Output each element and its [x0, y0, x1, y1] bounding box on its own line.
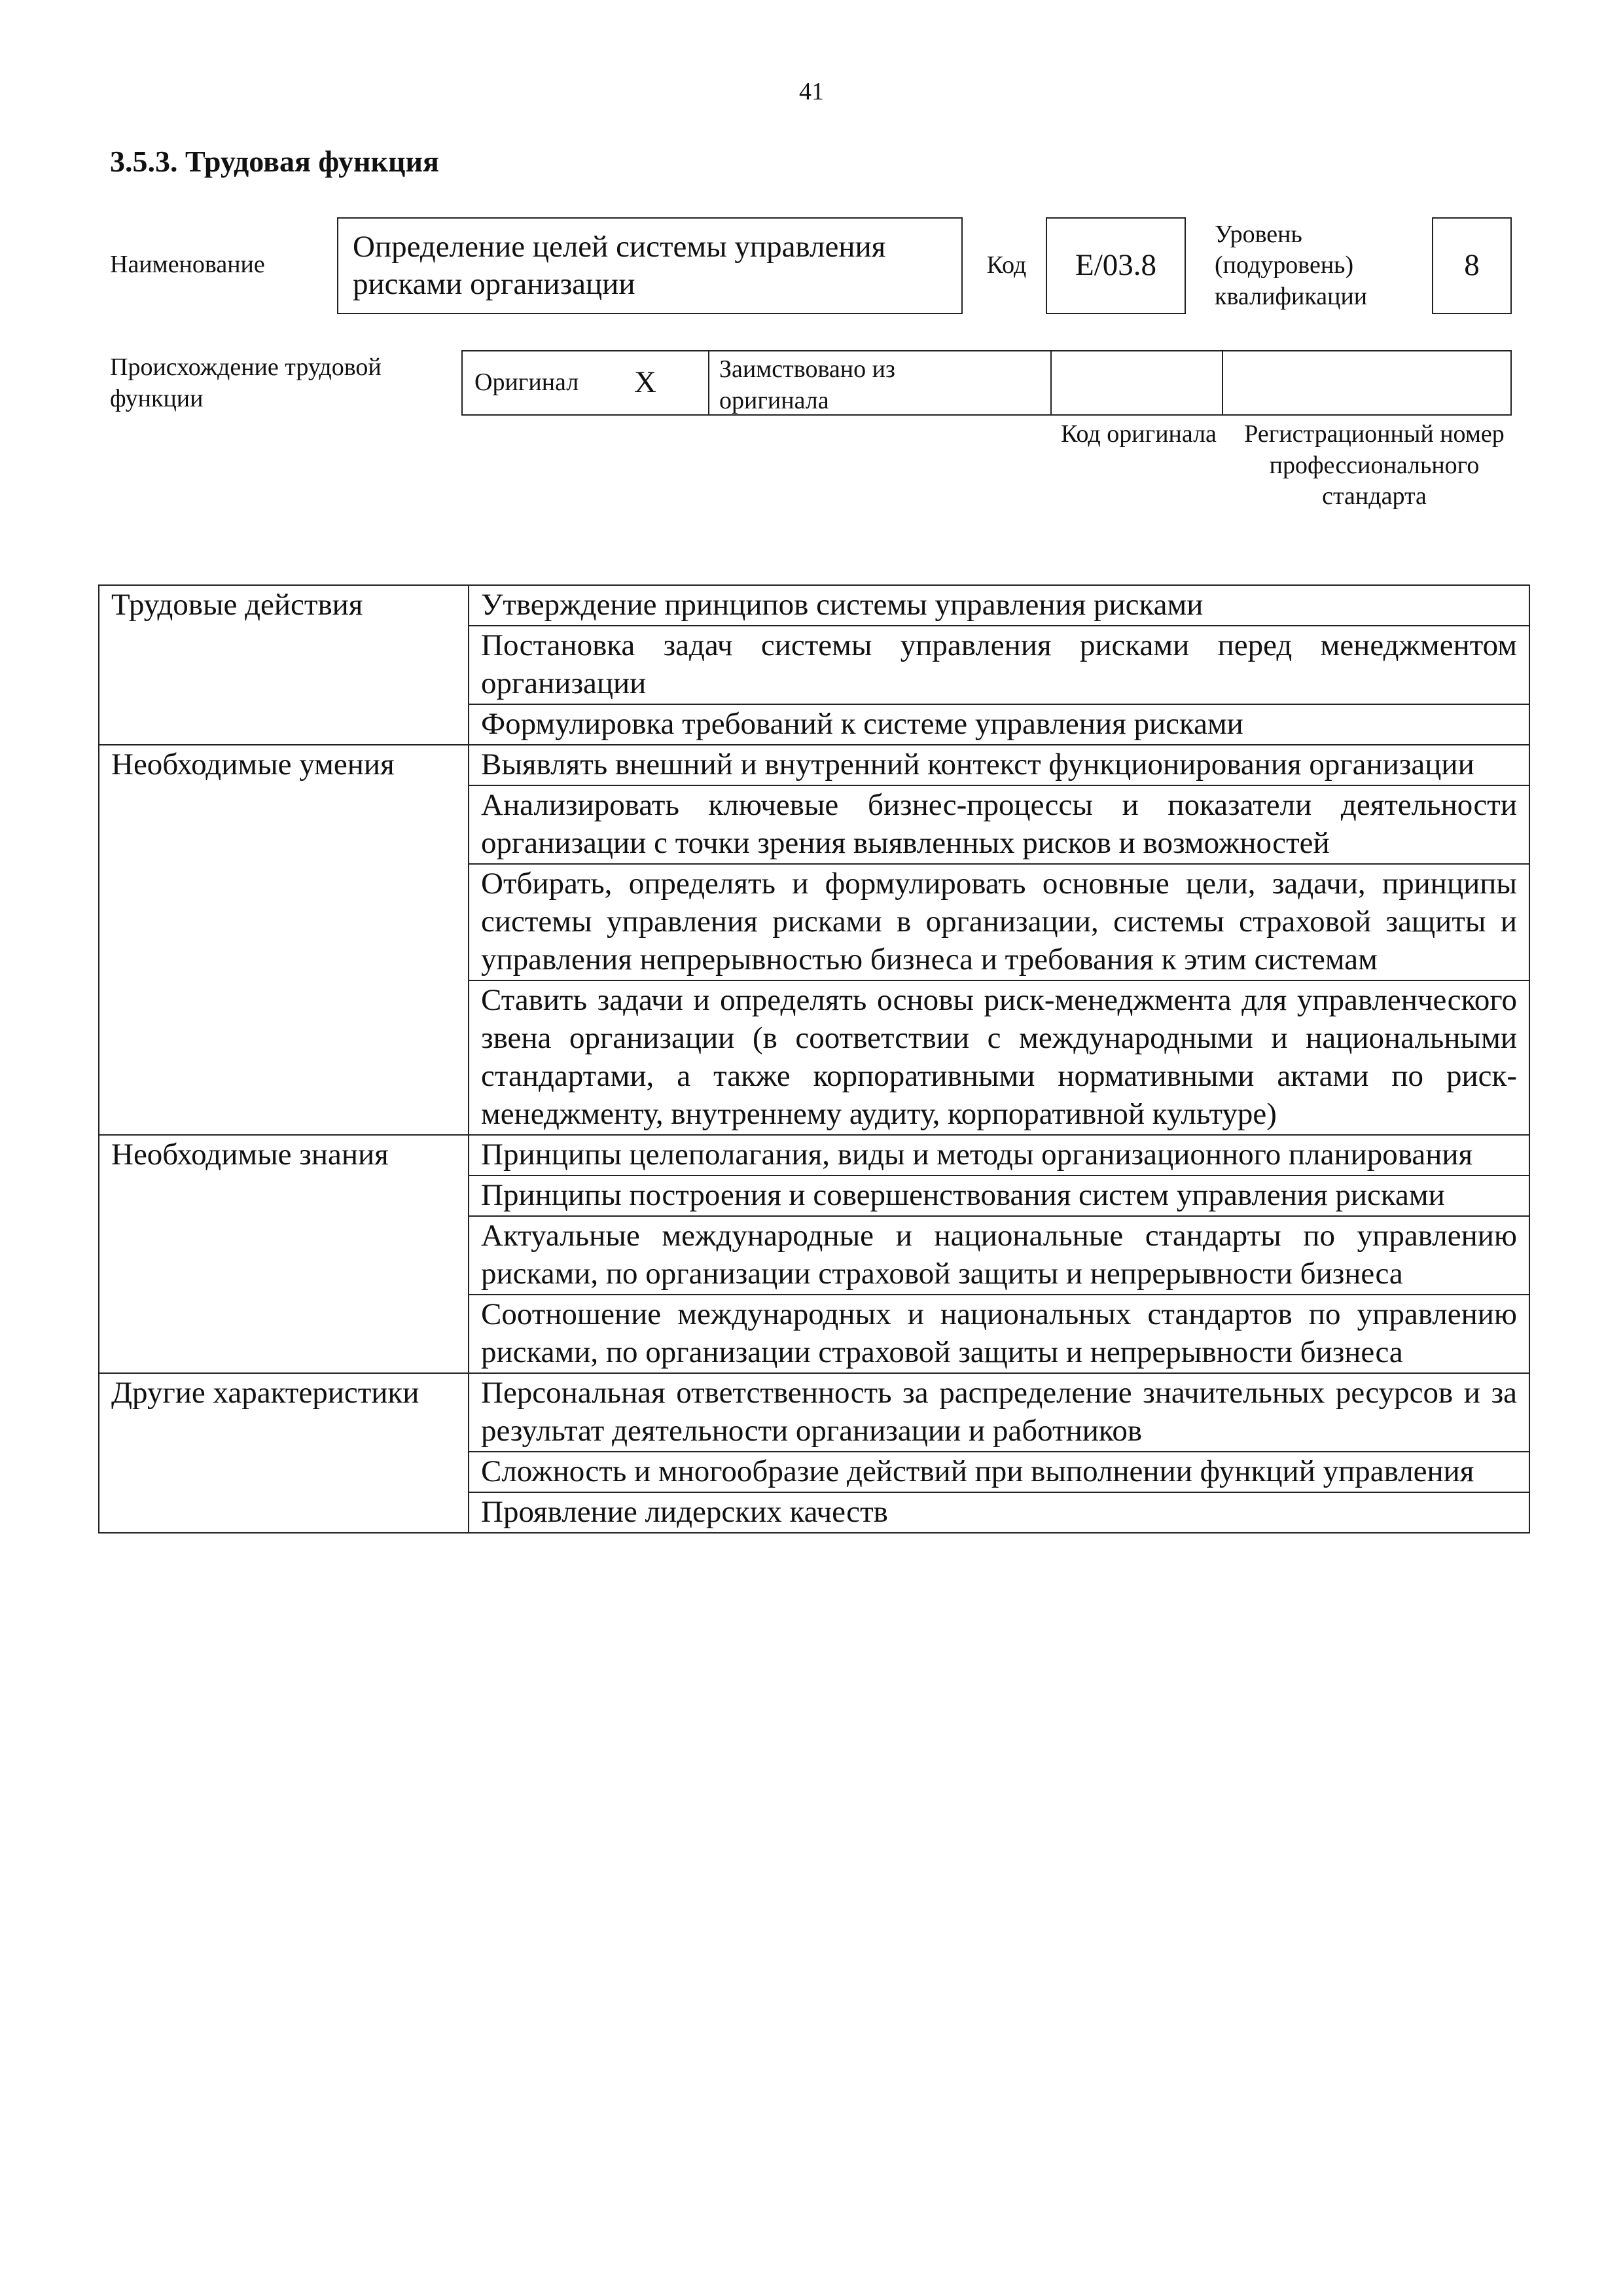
- section-item: Формулировка требований к системе управления рисками: [469, 704, 1529, 745]
- section-label: Необходимые умения: [99, 745, 469, 1135]
- section-item: Сложность и многообразие действий при выполнении функций управления: [469, 1452, 1529, 1492]
- section-label: Другие характеристики: [99, 1373, 469, 1533]
- section-item: Утверждение принципов системы управления рисками: [469, 585, 1529, 626]
- original-code-caption: Код оригинала: [1061, 420, 1217, 448]
- borrowed-label: Заимствовано из оригинала: [719, 355, 895, 414]
- code-label: Код: [986, 251, 1027, 279]
- level-label: Уровень (подуровень) квалификации: [1215, 220, 1368, 310]
- original-mark: X: [634, 365, 656, 400]
- section-label: Необходимые знания: [99, 1135, 469, 1373]
- section-item: Ставить задачи и определять основы риск-менеджмента для управленческого звена организации (в соответствии с международными и национальными стандартами, а также корпоративными нормативными актами по риск-менеджменту, внутреннему аудиту, корпоративной культуре): [469, 980, 1529, 1135]
- section-item: Персональная ответственность за распределение значительных ресурсов и за результат деятельности организации и работников: [469, 1373, 1529, 1452]
- reg-number-value: [1223, 351, 1510, 414]
- section-item: Постановка задач системы управления рисками перед менеджментом организации: [469, 626, 1529, 704]
- section-title: 3.5.3. Трудовая функция: [110, 145, 439, 178]
- origin-table: [461, 350, 1512, 416]
- name-value-box: [337, 217, 963, 314]
- table-row: [99, 1373, 1529, 1452]
- original-code-value: [1052, 351, 1221, 414]
- section-item: Соотношение международных и национальных стандартов по управлению рисками, по организации страховой защиты и непрерывности бизнеса: [469, 1295, 1529, 1373]
- main-table: [98, 584, 1530, 1534]
- level-value: 8: [1464, 248, 1480, 283]
- level-value-box: [1432, 217, 1512, 314]
- name-label: Наименование: [110, 251, 265, 279]
- table-row: [99, 585, 1529, 626]
- section-item: Принципы целеполагания, виды и методы организационного планирования: [469, 1135, 1529, 1175]
- origin-divider: [708, 351, 709, 414]
- page-number: 41: [799, 78, 824, 105]
- section-item: Выявлять внешний и внутренний контекст функционирования организации: [469, 745, 1529, 785]
- reg-number-caption: Регистрационный номер профессионального стандарта: [1244, 420, 1505, 510]
- name-value: Определение целей системы управления рисками организации: [353, 229, 886, 301]
- section-item: Анализировать ключевые бизнес-процессы и показатели деятельности организации с точки зрения выявленных рисков и возможностей: [469, 785, 1529, 864]
- table-row: [99, 745, 1529, 785]
- section-item: Отбирать, определять и формулировать основные цели, задачи, принципы системы управления рисками в организации, системы страховой защиты и управления непрерывностью бизнеса и требования к этим системам: [469, 864, 1529, 980]
- section-item: Проявление лидерских качеств: [469, 1492, 1529, 1533]
- code-value: E/03.8: [1075, 248, 1157, 283]
- section-item: Принципы построения и совершенствования систем управления рисками: [469, 1175, 1529, 1216]
- section-label: Трудовые действия: [99, 585, 469, 745]
- origin-label: Происхождение трудовой функции: [110, 353, 382, 412]
- table-row: [99, 1135, 1529, 1175]
- section-item: Актуальные международные и национальные стандарты по управлению рисками, по организации страховой защиты и непрерывности бизнеса: [469, 1216, 1529, 1295]
- code-value-box: [1046, 217, 1186, 314]
- original-label: Оригинал: [474, 368, 579, 397]
